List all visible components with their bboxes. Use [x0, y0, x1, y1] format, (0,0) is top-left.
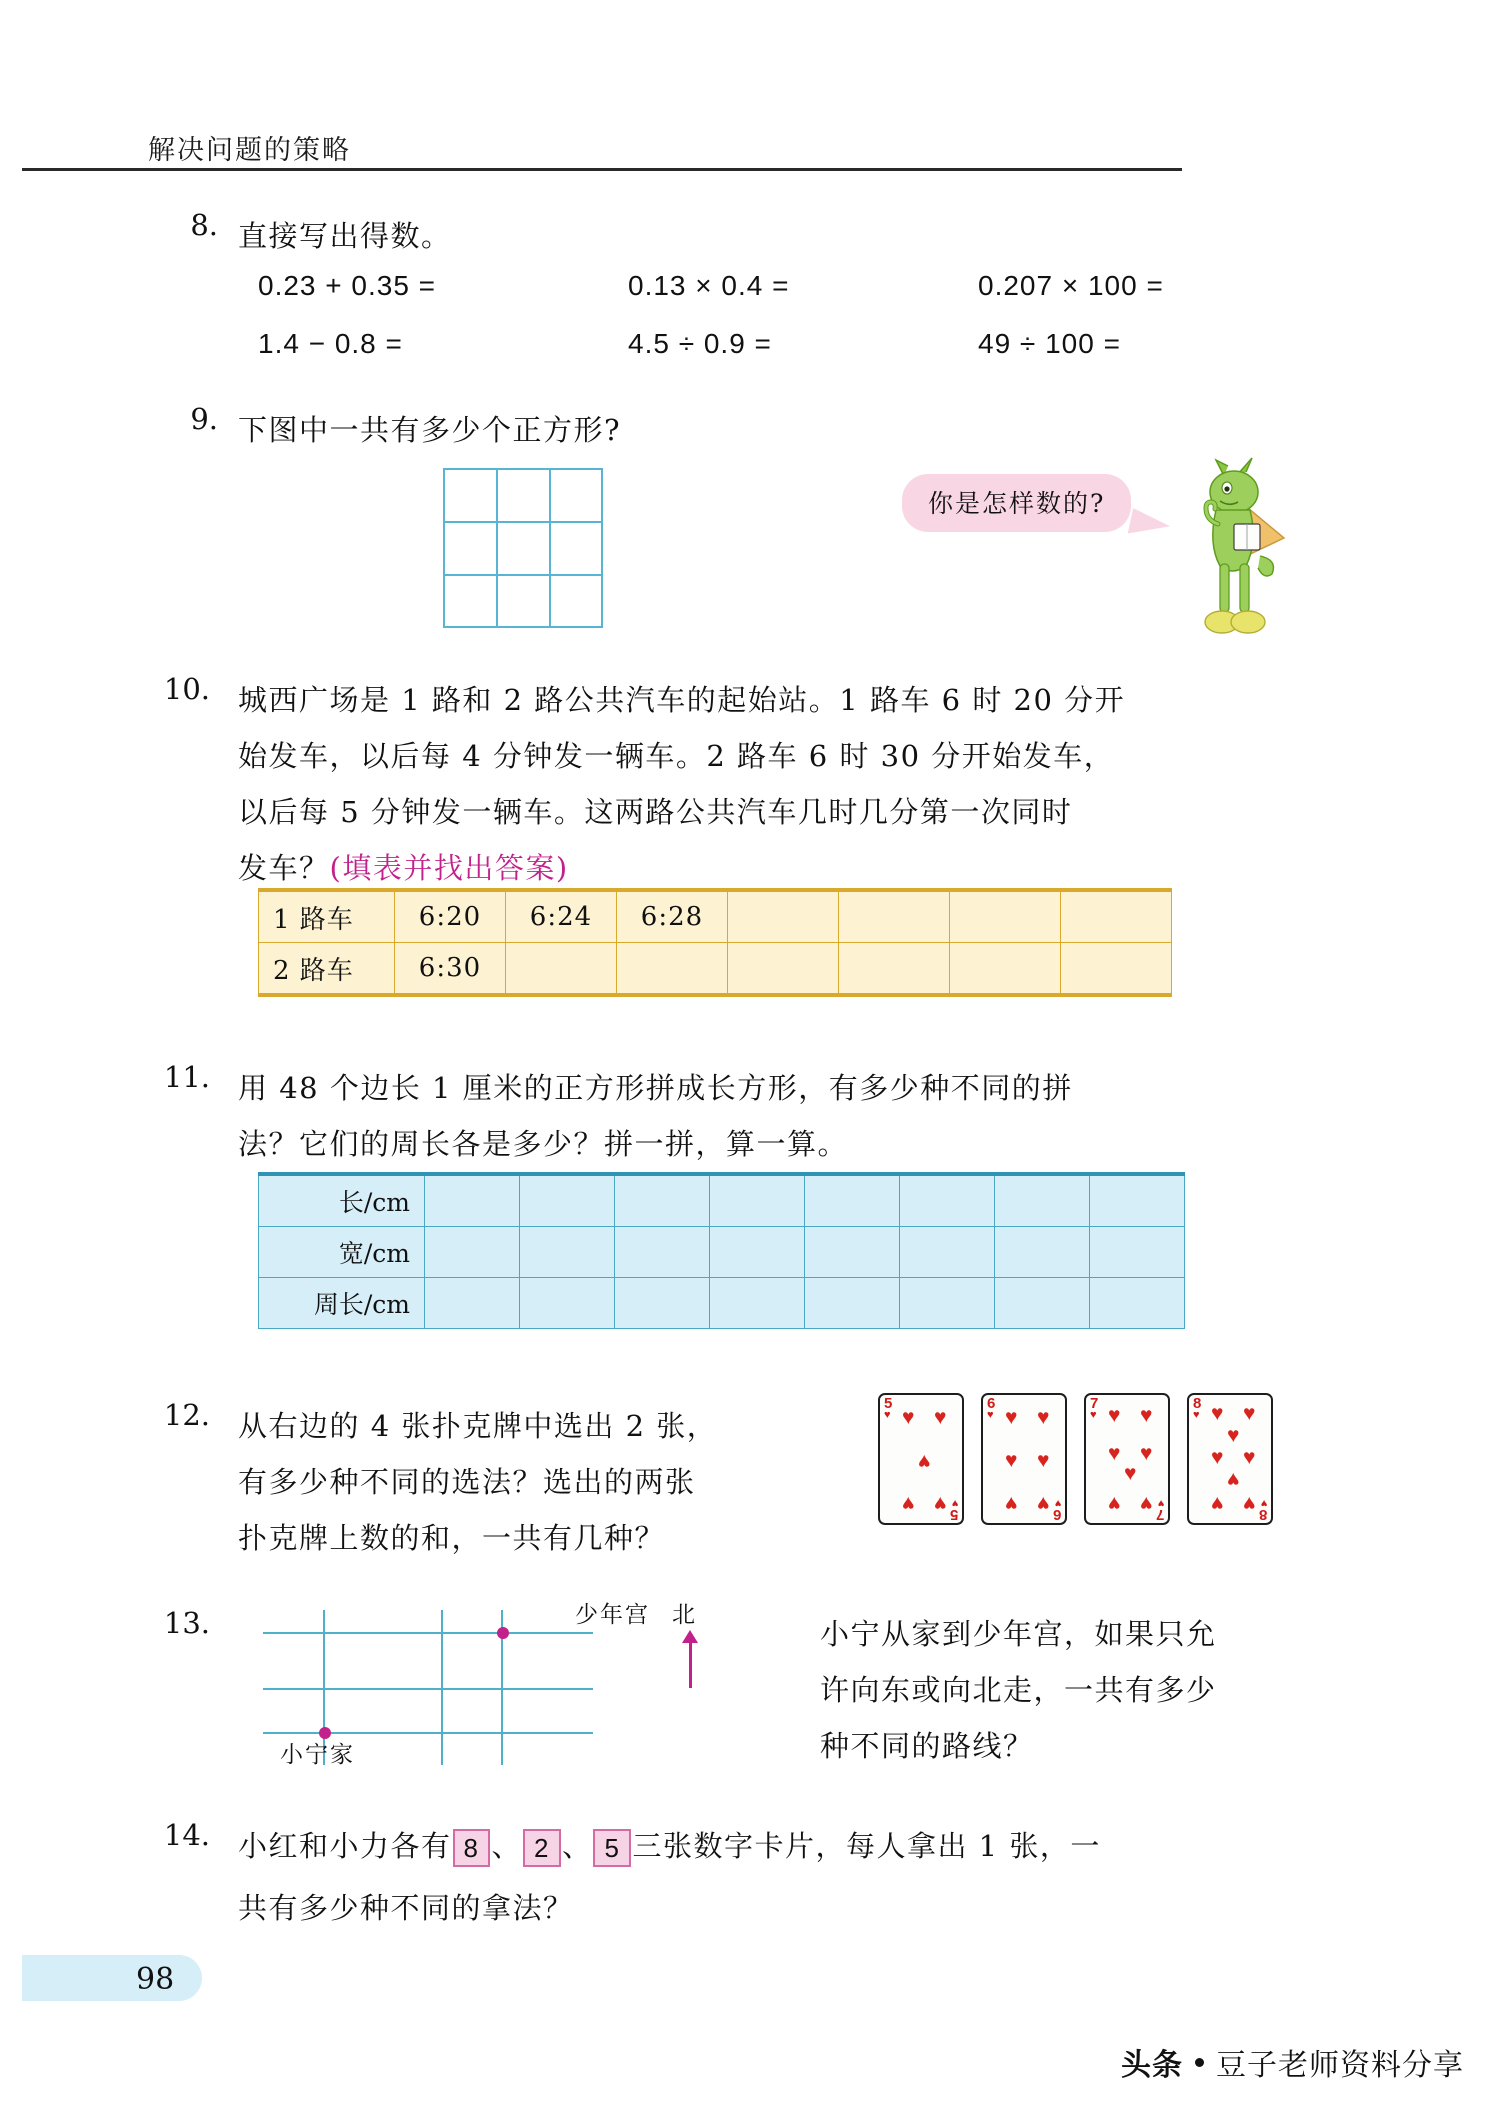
- heart-pip: ♥: [1005, 1448, 1018, 1472]
- map-label-destination: 少年宫: [575, 1602, 650, 1628]
- heart-pip: ♥: [1108, 1492, 1121, 1516]
- chapter-title: 解决问题的策略: [148, 135, 351, 166]
- q11-r2c6[interactable]: [900, 1227, 995, 1278]
- q11-r3c3[interactable]: [615, 1278, 710, 1329]
- q10-r2c4[interactable]: [728, 943, 839, 996]
- card-6-corner-bottom: 6 ♥: [1052, 1497, 1061, 1523]
- playing-card-7[interactable]: [1084, 1393, 1170, 1525]
- q10-r1c2[interactable]: 6:24: [506, 890, 617, 943]
- page-number-bar: [22, 1955, 202, 2001]
- heart-pip: ♥: [902, 1492, 915, 1516]
- speech-bubble-tail: [1128, 508, 1173, 542]
- green-cartoon-character-icon: [1172, 452, 1292, 642]
- watermark-logo: 头条: [1121, 2048, 1183, 2083]
- q11-r1c1[interactable]: [425, 1174, 520, 1227]
- q14-text-part2: 三张数字卡片，每人拿出 1 张，一: [632, 1829, 1101, 1863]
- table-row: [259, 890, 1172, 943]
- map-label-home: 小宁家: [280, 1742, 355, 1768]
- q12-playing-cards: [878, 1393, 1273, 1525]
- map-label-north: 北: [672, 1602, 697, 1628]
- q11-r2c3[interactable]: [615, 1227, 710, 1278]
- card-5-corner: 5 ♥: [884, 1395, 893, 1421]
- q10-line4-highlight: (填表并找出答案): [329, 851, 569, 885]
- speech-bubble-text: 你是怎样数的?: [928, 489, 1106, 518]
- q12-line-3: 扑克牌上数的和，一共有几种？: [238, 1521, 666, 1555]
- question-9-prompt: 下图中一共有多少个正方形?: [238, 413, 622, 447]
- q11-r2c7[interactable]: [995, 1227, 1090, 1278]
- q12-line-1: 从右边的 4 张扑克牌中选出 2 张，: [238, 1409, 718, 1443]
- q12-line-2: 有多少种不同的选法？选出的两张: [238, 1465, 696, 1499]
- q14-text-part1: 小红和小力各有: [238, 1829, 452, 1863]
- q10-line4-prefix: 发车？: [238, 851, 330, 885]
- number-card-8[interactable]: 8: [453, 1829, 491, 1867]
- heart-pip: ♥: [1108, 1441, 1121, 1465]
- q10-r1c1[interactable]: 6:20: [395, 890, 506, 943]
- heart-pip: ♥: [1211, 1401, 1224, 1425]
- question-8-number: 8.: [190, 208, 218, 242]
- q10-r1c3[interactable]: 6:28: [617, 890, 728, 943]
- q11-r2c4[interactable]: [710, 1227, 805, 1278]
- q10-r2c1[interactable]: 6:30: [395, 943, 506, 996]
- heart-pip: ♥: [1124, 1461, 1137, 1485]
- table-row: [259, 1227, 1185, 1278]
- q10-row1-label: 1 路车: [259, 890, 395, 943]
- q14-line-2: 共有多少种不同的拿法？: [238, 1891, 574, 1925]
- q10-line-2: 始发车，以后每 4 分钟发一辆车。2 路车 6 时 30 分开始发车，: [238, 739, 1115, 773]
- q13-line-2: 许向东或向北走，一共有多少: [820, 1673, 1217, 1707]
- card-5-corner-bottom: 5 ♥: [949, 1497, 958, 1523]
- heart-pip: ♥: [1243, 1492, 1256, 1516]
- q11-r1c5[interactable]: [805, 1174, 900, 1227]
- destination-marker: [497, 1627, 509, 1639]
- question-10-number: 10.: [163, 672, 210, 706]
- q8-expression-3: 0.207 × 100 =: [978, 270, 1164, 301]
- q8-expression-2: 0.13 × 0.4 =: [628, 270, 790, 301]
- heart-pip: ♥: [1005, 1492, 1018, 1516]
- q11-r2c8[interactable]: [1090, 1227, 1185, 1278]
- q8-expression-5: 4.5 ÷ 0.9 =: [628, 328, 772, 359]
- card-7-corner-bottom: 7 ♥: [1155, 1497, 1164, 1523]
- question-13-number: 13.: [163, 1606, 210, 1640]
- table-row: [259, 943, 1172, 996]
- q11-r3c4[interactable]: [710, 1278, 805, 1329]
- heart-pip: ♥: [1140, 1403, 1153, 1427]
- q11-r3c5[interactable]: [805, 1278, 900, 1329]
- header-rule: [22, 168, 1182, 171]
- table-row: [259, 1278, 1185, 1329]
- q11-row1-label: 长/cm: [259, 1174, 425, 1227]
- heart-pip: ♥: [1227, 1468, 1240, 1492]
- question-9-number: 9.: [190, 402, 218, 436]
- q11-r3c1[interactable]: [425, 1278, 520, 1329]
- q11-r3c2[interactable]: [520, 1278, 615, 1329]
- watermark-text: 豆子老师资料分享: [1216, 2048, 1464, 2083]
- heart-pip: ♥: [1037, 1492, 1050, 1516]
- watermark-separator-dot: [1195, 2058, 1204, 2067]
- q11-r1c7[interactable]: [995, 1174, 1090, 1227]
- q14-sep-1: 、: [491, 1829, 522, 1863]
- q13-route-map: [263, 1600, 593, 1730]
- q14-line-1: [238, 1818, 1101, 1874]
- card-7-corner: 7 ♥: [1090, 1395, 1099, 1421]
- north-arrow-icon: [689, 1640, 692, 1688]
- q10-r2c5[interactable]: [839, 943, 950, 996]
- question-12-number: 12.: [163, 1398, 210, 1432]
- q11-row3-label: 周长/cm: [259, 1278, 425, 1329]
- table-row: [259, 1174, 1185, 1227]
- card-6-corner: 6 ♥: [987, 1395, 996, 1421]
- q11-line-2: 法？它们的周长各是多少？拼一拼，算一算。: [238, 1127, 849, 1161]
- q10-r2c6[interactable]: [950, 943, 1061, 996]
- heart-pip: ♥: [918, 1450, 931, 1474]
- card-8-corner: 8 ♥: [1193, 1395, 1202, 1421]
- q10-line-3: 以后每 5 分钟发一辆车。这两路公共汽车几时几分第一次同时: [238, 795, 1073, 829]
- q11-row2-label: 宽/cm: [259, 1227, 425, 1278]
- q10-r1c5[interactable]: [839, 890, 950, 943]
- q8-expression-6: 49 ÷ 100 =: [978, 328, 1121, 359]
- speech-bubble: [902, 474, 1131, 532]
- heart-pip: ♥: [934, 1492, 947, 1516]
- question-14-number: 14.: [163, 1818, 210, 1852]
- heart-pip: ♥: [902, 1405, 915, 1429]
- q10-row2-label: 2 路车: [259, 943, 395, 996]
- heart-pip: ♥: [1243, 1445, 1256, 1469]
- q11-r2c1[interactable]: [425, 1227, 520, 1278]
- card-8-corner-bottom: 8 ♥: [1258, 1497, 1267, 1523]
- q9-square-grid: [443, 468, 603, 628]
- heart-pip: ♥: [1140, 1492, 1153, 1516]
- q14-sep-2: 、: [561, 1829, 593, 1863]
- q8-expression-4: 1.4 − 0.8 =: [258, 328, 403, 359]
- q10-r2c2[interactable]: [506, 943, 617, 996]
- q10-bus-schedule-table: [258, 888, 1172, 997]
- q11-r1c6[interactable]: [900, 1174, 995, 1227]
- heart-pip: ♥: [1211, 1492, 1224, 1516]
- q11-r3c8[interactable]: [1090, 1278, 1185, 1329]
- q11-r1c4[interactable]: [710, 1174, 805, 1227]
- q10-r2c7[interactable]: [1061, 943, 1172, 996]
- page-number: 98: [136, 1962, 175, 1997]
- playing-card-6[interactable]: [981, 1393, 1067, 1525]
- q11-r1c2[interactable]: [520, 1174, 615, 1227]
- watermark: [1121, 2040, 1464, 2084]
- heart-pip: ♥: [1037, 1448, 1050, 1472]
- q13-line-3: 种不同的路线？: [820, 1729, 1034, 1763]
- q11-r1c3[interactable]: [615, 1174, 710, 1227]
- q10-r2c3[interactable]: [617, 943, 728, 996]
- q10-r1c6[interactable]: [950, 890, 1061, 943]
- heart-pip: ♥: [1243, 1401, 1256, 1425]
- heart-pip: ♥: [1037, 1405, 1050, 1429]
- q11-r3c6[interactable]: [900, 1278, 995, 1329]
- playing-card-5[interactable]: [878, 1393, 964, 1525]
- q8-expression-1: 0.23 + 0.35 =: [258, 270, 437, 301]
- number-card-5[interactable]: 5: [593, 1829, 631, 1867]
- question-11-number: 11.: [163, 1060, 210, 1094]
- q10-r1c7[interactable]: [1061, 890, 1172, 943]
- q11-r2c2[interactable]: [520, 1227, 615, 1278]
- number-card-2[interactable]: 2: [523, 1829, 561, 1867]
- question-8-prompt: 直接写出得数。: [238, 219, 452, 253]
- q10-r1c4[interactable]: [728, 890, 839, 943]
- q11-r2c5[interactable]: [805, 1227, 900, 1278]
- heart-pip: ♥: [1227, 1423, 1240, 1447]
- q13-line-1: 小宁从家到少年宫，如果只允: [820, 1617, 1217, 1651]
- heart-pip: ♥: [1108, 1403, 1121, 1427]
- heart-pip: ♥: [1005, 1405, 1018, 1429]
- heart-pip: ♥: [1211, 1445, 1224, 1469]
- heart-pip: ♥: [934, 1405, 947, 1429]
- q11-line-1: 用 48 个边长 1 厘米的正方形拼成长方形，有多少种不同的拼: [238, 1071, 1073, 1105]
- heart-pip: ♥: [1140, 1441, 1153, 1465]
- q11-r1c8[interactable]: [1090, 1174, 1185, 1227]
- q11-rectangle-table: [258, 1172, 1185, 1329]
- q11-r3c7[interactable]: [995, 1278, 1090, 1329]
- q10-line-1: 城西广场是 1 路和 2 路公共汽车的起始站。1 路车 6 时 20 分开: [238, 683, 1126, 717]
- playing-card-8[interactable]: [1187, 1393, 1273, 1525]
